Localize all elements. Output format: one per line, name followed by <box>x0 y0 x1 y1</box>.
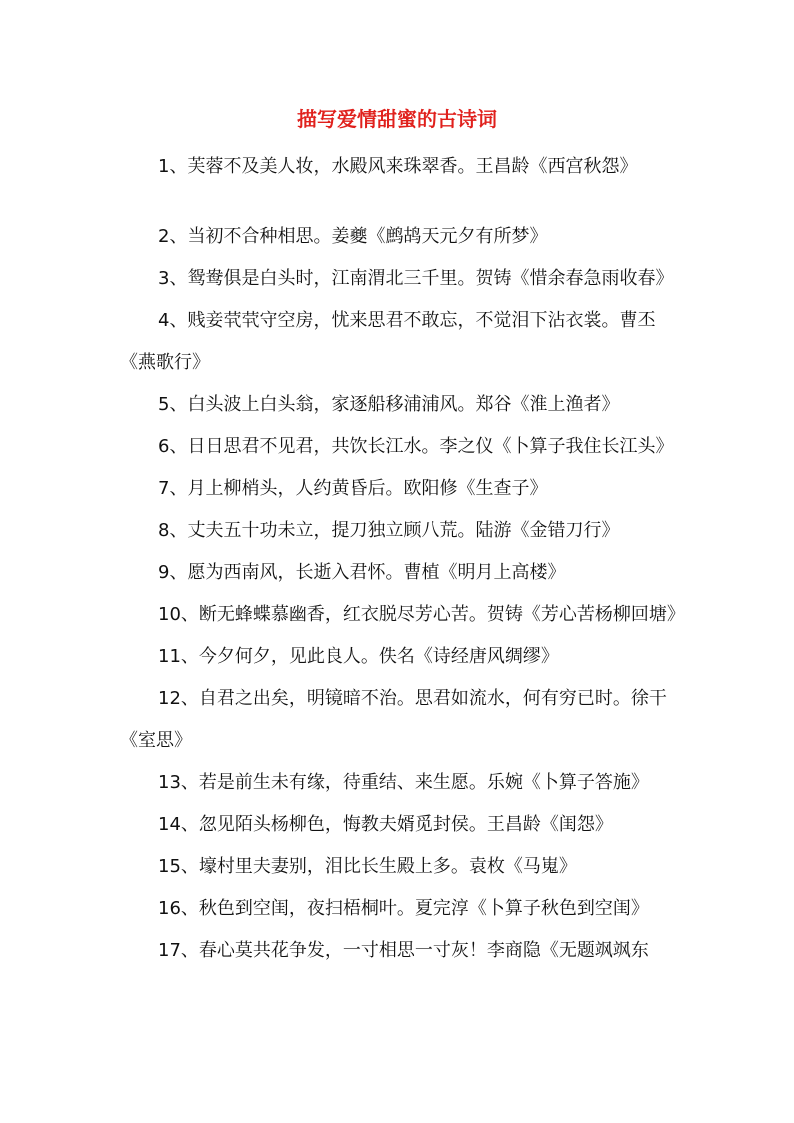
poem-item-16: 16、秋色到空闺，夜扫梧桐叶。夏完淳《卜算子秋色到空闺》 <box>158 898 649 919</box>
poem-item-9: 9、愿为西南风，长逝入君怀。曹植《明月上高楼》 <box>158 562 566 583</box>
poem-item-15: 15、壕村里夫妻别，泪比长生殿上多。袁枚《马嵬》 <box>158 856 577 877</box>
poem-item-8: 8、丈夫五十功未立，提刀独立顾八荒。陆游《金错刀行》 <box>158 520 620 541</box>
poem-item-5: 5、白头波上白头翁，家逐船移浦浦风。郑谷《淮上渔者》 <box>158 394 620 415</box>
poem-item-13: 13、若是前生未有缘，待重结、来生愿。乐婉《卜算子答施》 <box>158 772 649 793</box>
poem-item-14: 14、忽见陌头杨柳色，悔教夫婿觅封侯。王昌龄《闺怨》 <box>158 814 613 835</box>
poem-item-11: 11、今夕何夕，见此良人。佚名《诗经唐风绸缪》 <box>158 646 559 667</box>
poem-item-1: 1、芙蓉不及美人妆，水殿风来珠翠香。王昌龄《西宫秋怨》 <box>158 156 638 177</box>
poem-item-3: 3、鸳鸯俱是白头时，江南渭北三千里。贺铸《惜余春急雨收春》 <box>158 268 674 289</box>
poem-item-17: 17、春心莫共花争发，一寸相思一寸灰！李商隐《无题飒飒东 <box>158 940 649 961</box>
poem-item-12: 12、自君之出矣，明镜暗不治。思君如流水，何有穷已时。徐干《室思》 <box>120 688 667 751</box>
poem-item-7: 7、月上柳梢头，人约黄昏后。欧阳修《生查子》 <box>158 478 548 499</box>
poem-item-2: 2、当初不合种相思。姜夔《鹧鸪天元夕有所梦》 <box>158 226 548 247</box>
poem-list <box>120 146 685 972</box>
document-title: 描写爱情甜蜜的古诗词 <box>297 107 497 131</box>
poem-item-4: 4、贱妾茕茕守空房，忧来思君不敢忘，不觉泪下沾衣裳。曹丕《燕歌行》 <box>120 310 656 373</box>
poem-item-10: 10、断无蜂蝶慕幽香，红衣脱尽芳心苦。贺铸《芳心苦杨柳回塘》 <box>158 604 685 625</box>
poem-item-6: 6、日日思君不见君，共饮长江水。李之仪《卜算子我住长江头》 <box>158 436 674 457</box>
